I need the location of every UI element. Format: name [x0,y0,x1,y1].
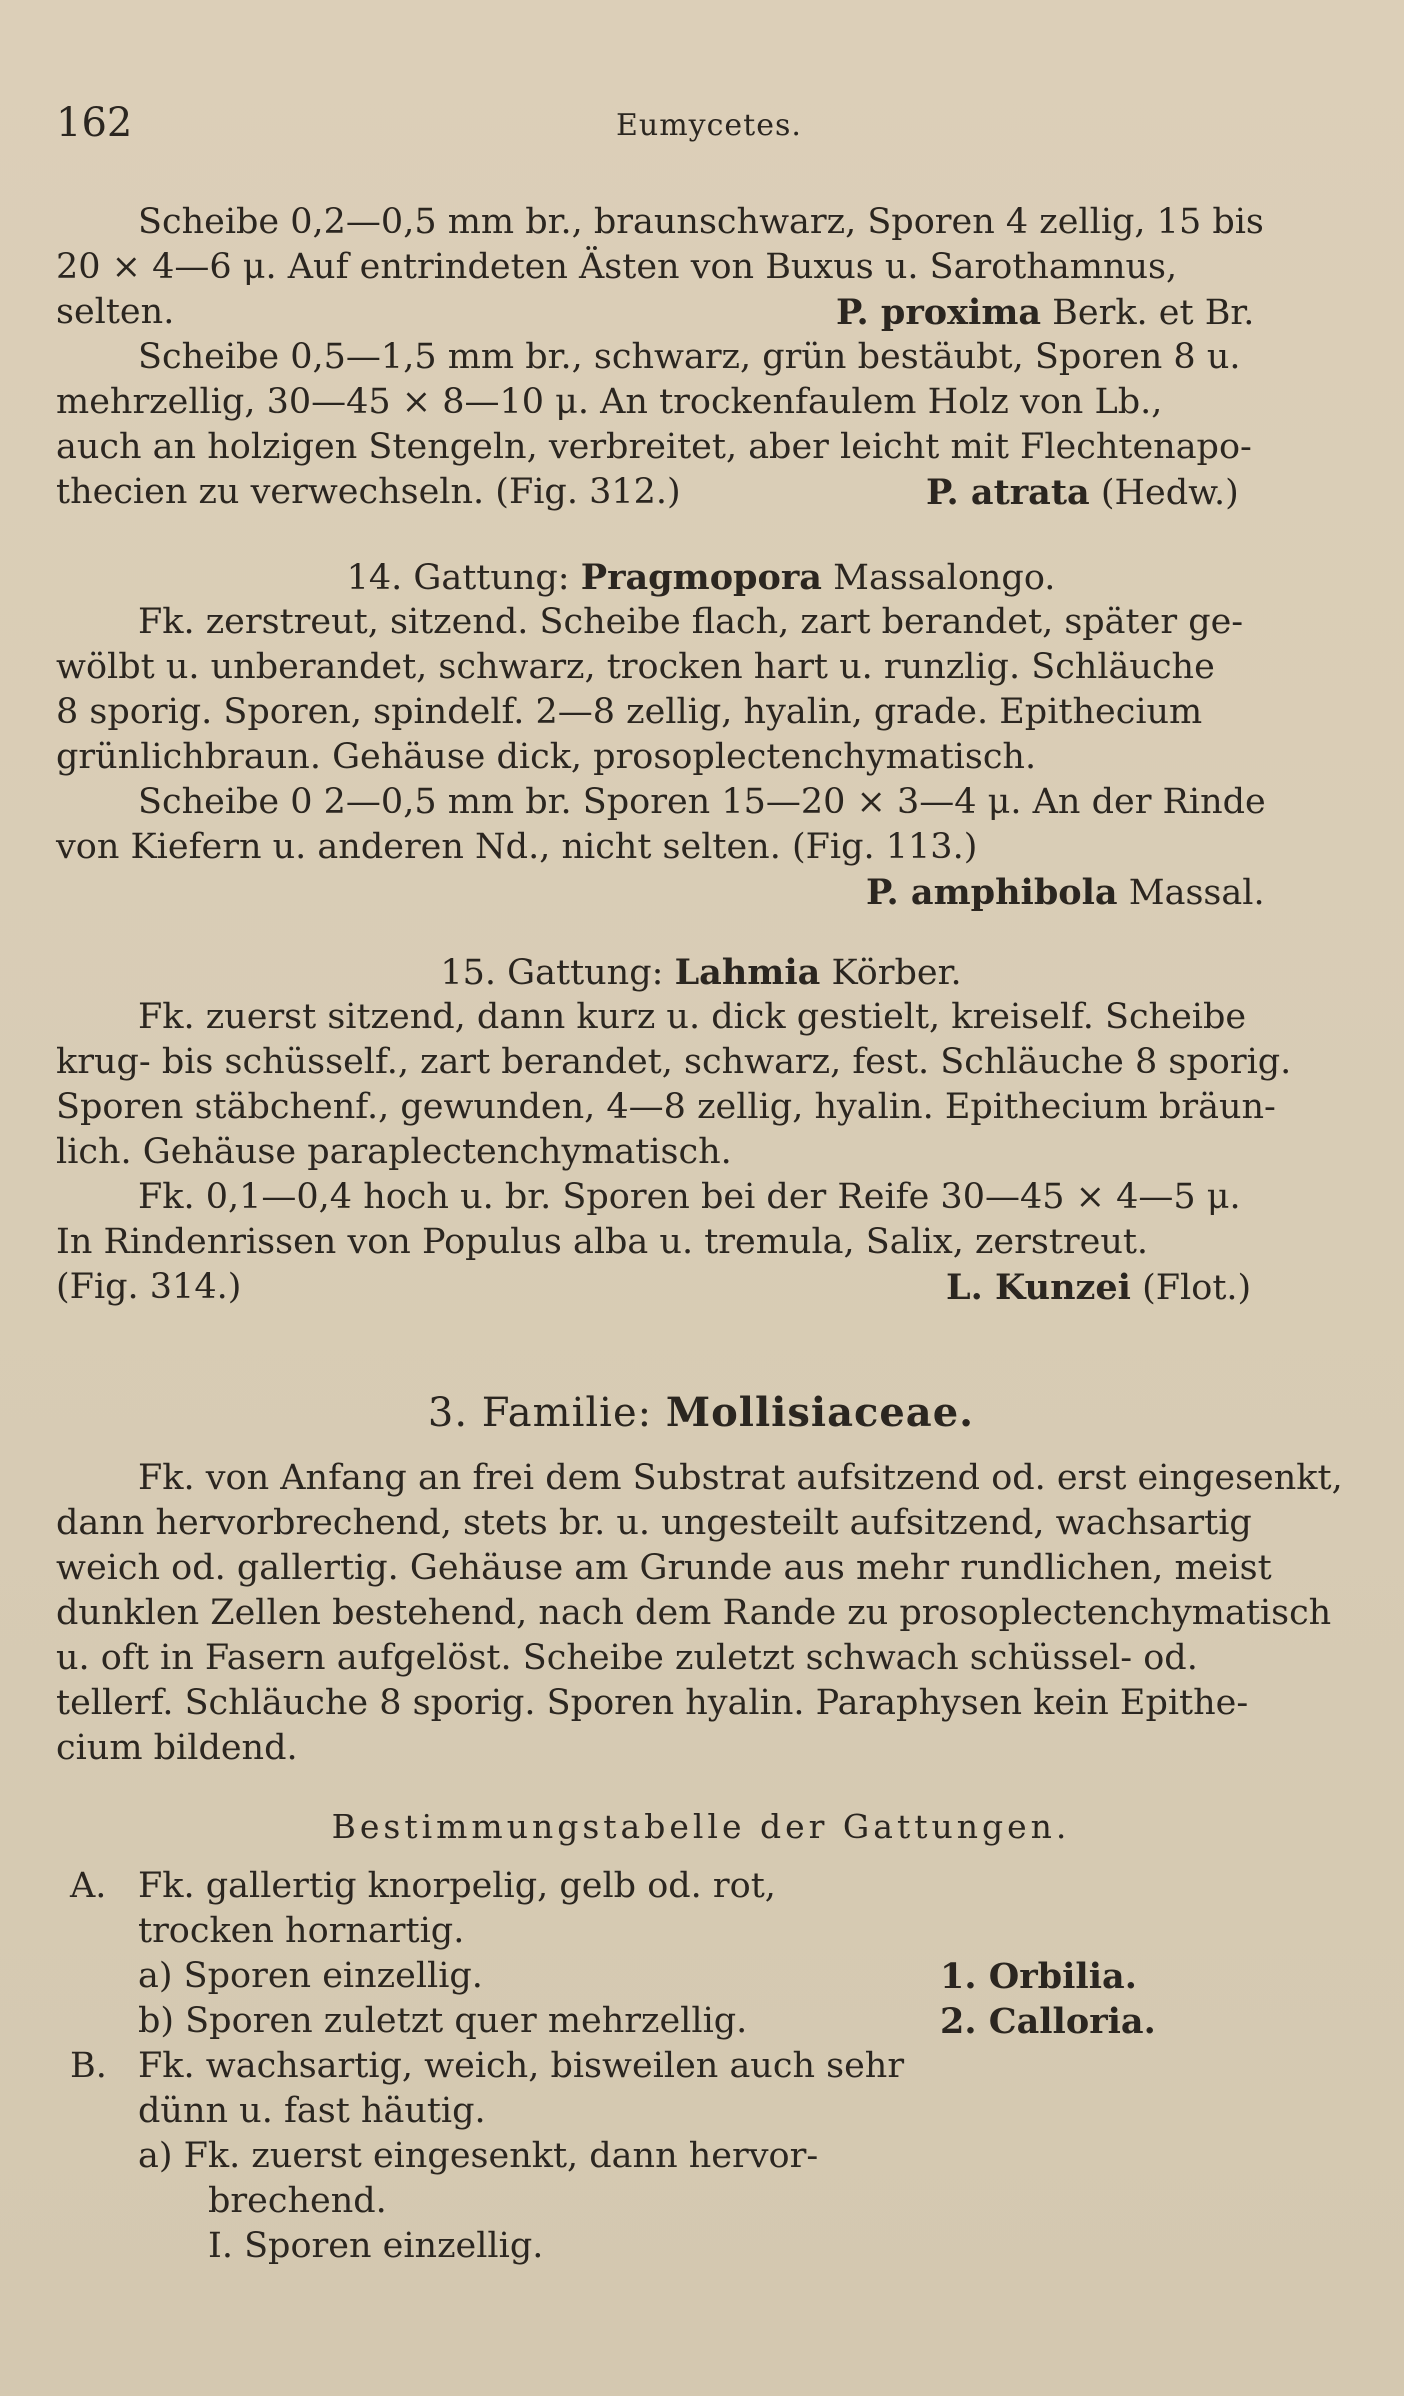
text-fragment: (Fig. 314.) [56,1267,242,1307]
species-author: (Hedw.) [1100,473,1239,513]
text-line: wölbt u. unberandet, schwarz, trocken hart u. runzlig. Schläuche [56,647,1215,687]
text-line: weich od. gallertig. Gehäuse am Grunde aus mehr rundlichen, meist [56,1548,1272,1588]
genus-14-section [56,555,1346,915]
text-line: Fk. zerstreut, sitzend. Scheibe flach, zart berandet, später ge- [138,602,1244,642]
family-heading [56,1390,1346,1450]
text-line: u. oft in Fasern aufgelöst. Scheibe zuletzt schwach schüssel- od. [56,1638,1198,1678]
page-header [56,100,1356,150]
key-text: trocken hornartig. [138,1911,465,1951]
text-line: dunklen Zellen bestehend, nach dem Rande zu prosoplectenchymatisch [56,1593,1332,1633]
key-result: 2. Calloria. [940,2001,1156,2042]
text-fragment: selten. [56,292,175,332]
key-row [70,1909,1170,1954]
text-line: Fk. von Anfang an frei dem Substrat aufsitzend od. erst eingesenkt, [138,1458,1343,1498]
determination-key [70,1864,1170,2269]
genus-author: Massalongo. [833,558,1056,598]
text-line [56,290,1346,335]
species-name: P. atrata [926,472,1090,513]
genus-15-section [56,950,1346,1310]
genus-heading [56,950,1346,995]
key-text: Fk. gallertig knorpelig, gelb od. rot, [138,1866,776,1906]
species-author: Massal. [1128,873,1265,913]
text-line: Sporen stäbchenf., gewunden, 4—8 zellig, hyalin. Epithecium bräun- [56,1087,1276,1127]
page-number: 162 [56,100,133,146]
species-author: Berk. et Br. [1052,293,1255,333]
key-row [70,2089,1170,2134]
key-row [70,2224,1170,2269]
key-title: Bestimmungstabelle der Gattungen. [331,1807,1071,1846]
key-row [70,2044,1170,2089]
species-block-1 [56,200,1346,515]
key-text: a) Sporen einzellig. [138,1956,483,1996]
key-result: 1. Orbilia. [940,1956,1137,1997]
genus-heading [56,555,1346,600]
text-line: auch an holzigen Stengeln, verbreitet, aber leicht mit Flechtenapo- [56,427,1252,467]
text-line: Scheibe 0 2—0,5 mm br. Sporen 15—20 × 3—4 μ. An der Rinde [138,782,1266,822]
text-line: von Kiefern u. anderen Nd., nicht selten. (Fig. 113.) [56,827,978,867]
genus-label: 14. Gattung: [346,558,570,598]
text-line: tellerf. Schläuche 8 sporig. Sporen hyalin. Paraphysen kein Epithe- [56,1683,1249,1723]
species-author: (Flot.) [1142,1268,1252,1308]
text-line: Scheibe 0,5—1,5 mm br., schwarz, grün bestäubt, Sporen 8 u. [138,337,1241,377]
species-name-line [866,870,1265,916]
species-line [56,870,1346,915]
key-text: I. Sporen einzellig. [208,2226,544,2266]
text-line [56,1265,1346,1310]
running-head: Eumycetes. [616,108,802,143]
species-name-line [926,470,1239,516]
text-line [56,470,1346,515]
text-line: Fk. zuerst sitzend, dann kurz u. dick gestielt, kreiself. Scheibe [138,997,1247,1037]
key-row [70,1954,1170,1999]
key-row [70,1999,1170,2044]
key-letter: B. [70,2046,107,2086]
key-text: brechend. [208,2181,387,2221]
species-name: L. Kunzei [946,1267,1131,1308]
key-text: dünn u. fast häutig. [138,2091,486,2131]
text-fragment: thecien zu verwechseln. (Fig. 312.) [56,472,681,512]
key-title-block [56,1804,1346,1849]
text-line: lich. Gehäuse paraplectenchymatisch. [56,1132,732,1172]
genus-label: 15. Gattung: [440,953,664,993]
genus-name: Lahmia [674,952,821,993]
species-name: P. proxima [836,292,1042,333]
key-text: Fk. wachsartig, weich, bisweilen auch sehr [138,2046,905,2086]
text-line: 20 × 4—6 μ. Auf entrindeten Ästen von Buxus u. Sarothamnus, [56,247,1178,287]
text-line: krug- bis schüsself., zart berandet, schwarz, fest. Schläuche 8 sporig. [56,1042,1292,1082]
text-line: Scheibe 0,2—0,5 mm br., braunschwarz, Sporen 4 zellig, 15 bis [138,202,1264,242]
species-name-line [946,1265,1251,1311]
text-line: grünlichbraun. Gehäuse dick, prosoplectenchymatisch. [56,737,1037,777]
key-row [70,2179,1170,2224]
text-line: dann hervorbrechend, stets br. u. ungesteilt aufsitzend, wachsartig [56,1503,1252,1543]
key-text: a) Fk. zuerst eingesenkt, dann hervor- [138,2136,819,2176]
family-name: Mollisiaceae. [665,1389,975,1436]
text-line: cium bildend. [56,1728,298,1768]
key-row [70,1864,1170,1909]
key-row [70,2134,1170,2179]
text-line: mehrzellig, 30—45 × 8—10 μ. An trockenfaulem Holz von Lb., [56,382,1163,422]
text-line: Fk. 0,1—0,4 hoch u. br. Sporen bei der Reife 30—45 × 4—5 μ. [138,1177,1241,1217]
family-3-section [56,1390,1346,1771]
genus-author: Körber. [831,953,962,993]
key-text: b) Sporen zuletzt quer mehrzellig. [138,2001,748,2041]
key-letter: A. [70,1866,107,1906]
genus-name: Pragmopora [580,557,822,598]
text-line: 8 sporig. Sporen, spindelf. 2—8 zellig, hyalin, grade. Epithecium [56,692,1203,732]
text-line: In Rindenrissen von Populus alba u. tremula, Salix, zerstreut. [56,1222,1149,1262]
species-name-line [836,290,1254,336]
species-name: P. amphibola [866,872,1118,913]
family-label: 3. Familie: [427,1390,653,1436]
